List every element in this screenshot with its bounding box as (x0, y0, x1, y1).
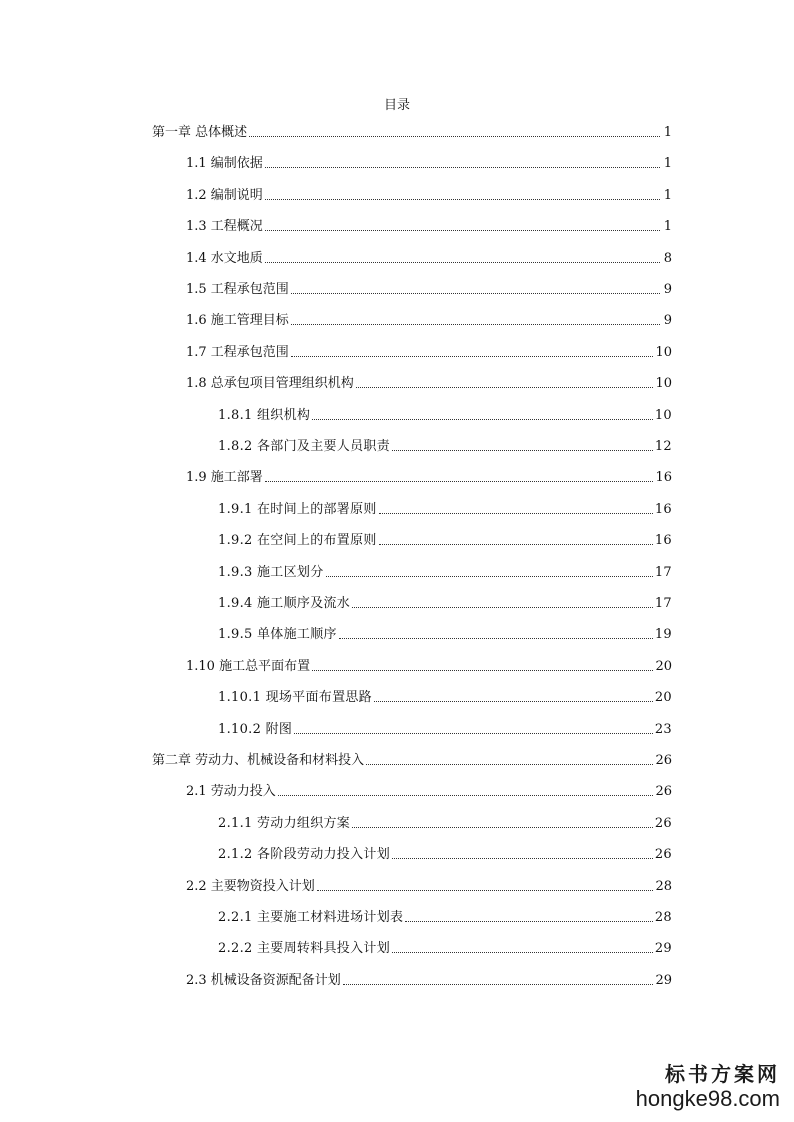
toc-entry-text: 第二章 劳动力、机械设备和材料投入 (152, 753, 365, 768)
dot-leader (265, 167, 660, 168)
toc-entry-text: 1.9.4 施工顺序及流水 (218, 596, 351, 611)
toc-page-number: 12 (654, 439, 672, 454)
toc-page-number: 26 (655, 784, 672, 800)
dot-leader (291, 356, 654, 357)
toc-page-number: 16 (655, 470, 672, 486)
dot-leader (405, 921, 653, 922)
toc-entry-1-3[interactable] (186, 216, 672, 236)
toc-page-number: 9 (663, 313, 672, 329)
toc-entry-text: 1.10.1 现场平面布置思路 (218, 690, 372, 706)
toc-entry-1-9-4[interactable] (218, 593, 672, 613)
dot-leader (265, 262, 660, 263)
toc-page-number: 26 (655, 753, 672, 768)
toc-page-number: 10 (655, 344, 672, 360)
toc-entry-text: 2.2 主要物资投入计划 (186, 878, 315, 894)
toc-page-number: 17 (654, 564, 672, 580)
toc-entry-text: 2.2.1 主要施工材料进场计划表 (218, 910, 404, 925)
toc-entry-1-4[interactable] (186, 248, 672, 268)
toc-entry-1-8-2[interactable] (218, 436, 672, 456)
dot-leader (294, 733, 653, 734)
watermark-brand: 标书方案网 (665, 1062, 780, 1086)
toc-page-number: 1 (663, 156, 672, 172)
dot-leader (265, 199, 660, 200)
toc-page-number: 10 (654, 407, 672, 423)
toc-entry-1-10-2[interactable] (218, 719, 672, 739)
dot-leader (312, 670, 653, 671)
toc-entry-text: 1.9.1 在时间上的部署原则 (218, 501, 377, 517)
dot-leader (352, 607, 653, 608)
toc-entry-1-9-3[interactable] (218, 562, 672, 582)
toc-entry-2-3[interactable] (186, 970, 672, 990)
toc-entry-text: 2.1.2 各阶段劳动力投入计划 (218, 847, 391, 863)
toc-entry-1-6[interactable] (186, 310, 672, 330)
toc-entry-2-2[interactable] (186, 876, 672, 896)
toc-page-number: 23 (654, 721, 672, 737)
toc-page-number: 28 (654, 910, 672, 925)
toc-entry-1-10-1[interactable] (218, 687, 672, 707)
toc-entry-2-2-2[interactable] (218, 938, 672, 958)
toc-entry-2-2-1[interactable] (218, 907, 672, 927)
toc-entry-text: 2.1 劳动力投入 (186, 784, 276, 800)
toc-entry-text: 1.4 水文地质 (186, 250, 263, 266)
toc-entry-2-1-1[interactable] (218, 813, 672, 833)
toc-title: 目录 (383, 98, 410, 113)
dot-leader (392, 450, 653, 451)
toc-page-number: 16 (654, 501, 672, 517)
watermark (620, 1062, 780, 1112)
toc-page-number: 29 (655, 972, 672, 988)
dot-leader (317, 890, 654, 891)
dot-leader (374, 701, 653, 702)
toc-entry-chapter-2[interactable] (152, 750, 672, 770)
dot-leader (278, 795, 654, 796)
toc-entry-text: 1.8.2 各部门及主要人员职责 (218, 439, 391, 454)
toc-page-number: 26 (654, 847, 672, 863)
toc-entry-text: 1.10 施工总平面布置 (186, 658, 311, 674)
toc-entry-text: 1.1 编制依据 (186, 156, 263, 172)
toc-entry-text: 2.1.1 劳动力组织方案 (218, 815, 351, 831)
dot-leader (339, 638, 653, 639)
watermark-url: hongke98.com (635, 1086, 780, 1111)
dot-leader (265, 481, 654, 482)
toc-entry-1-8[interactable] (186, 373, 672, 393)
dot-leader (356, 387, 654, 388)
toc-page-number: 26 (654, 815, 672, 831)
toc-entry-text: 1.5 工程承包范围 (186, 282, 289, 297)
toc-entry-2-1-2[interactable] (218, 844, 672, 864)
toc-entry-text: 1.6 施工管理目标 (186, 313, 289, 329)
toc-entry-text: 2.2.2 主要周转料具投入计划 (218, 941, 391, 957)
dot-leader (265, 230, 660, 231)
toc-page-number: 1 (663, 187, 672, 203)
toc-page-number: 20 (655, 658, 672, 674)
dot-leader (392, 952, 653, 953)
toc-entry-1-10[interactable] (186, 656, 672, 676)
toc-page-number: 28 (655, 878, 672, 894)
dot-leader (379, 513, 653, 514)
dot-leader (343, 984, 654, 985)
toc-entry-1-5[interactable] (186, 279, 672, 299)
toc-page-number: 17 (654, 596, 672, 611)
toc-page-number: 9 (663, 282, 672, 297)
toc-entry-1-1[interactable] (186, 153, 672, 173)
toc-entry-1-8-1[interactable] (218, 405, 672, 425)
toc-page-number: 10 (655, 376, 672, 392)
toc-entry-text: 1.7 工程承包范围 (186, 344, 289, 360)
toc-entry-1-9-1[interactable] (218, 499, 672, 519)
toc-entry-text: 1.9.3 施工区划分 (218, 564, 324, 580)
toc-entry-text: 1.9.5 单体施工顺序 (218, 627, 337, 643)
toc-page-number: 20 (654, 690, 672, 706)
toc-entry-1-7[interactable] (186, 342, 672, 362)
toc-entry-text: 1.9 施工部署 (186, 470, 263, 486)
toc-entry-text: 1.3 工程概况 (186, 219, 263, 235)
toc-entry-text: 1.8.1 组织机构 (218, 407, 311, 423)
dot-leader (352, 827, 653, 828)
toc-page-number: 16 (654, 533, 672, 549)
dot-leader (291, 293, 660, 294)
toc-page-number: 1 (663, 219, 672, 235)
toc-entry-1-9[interactable] (186, 467, 672, 487)
dot-leader (392, 858, 653, 859)
toc-page-number: 1 (663, 125, 672, 140)
toc-entry-1-2[interactable] (186, 185, 672, 205)
dot-leader (366, 764, 653, 765)
toc-entry-text: 第一章 总体概述 (152, 125, 248, 140)
dot-leader (326, 576, 653, 577)
dot-leader (291, 324, 660, 325)
toc-entry-2-1[interactable] (186, 781, 672, 801)
toc-entry-text: 1.2 编制说明 (186, 187, 263, 203)
toc-entry-chapter-1[interactable] (152, 122, 672, 142)
dot-leader (379, 544, 653, 545)
toc-entry-text: 1.8 总承包项目管理组织机构 (186, 376, 354, 392)
toc-entry-text: 2.3 机械设备资源配备计划 (186, 972, 341, 988)
dot-leader (249, 136, 660, 137)
toc-entry-text: 1.9.2 在空间上的布置原则 (218, 533, 377, 549)
toc-page-number: 19 (654, 627, 672, 643)
dot-leader (312, 419, 653, 420)
toc-entry-text: 1.10.2 附图 (218, 721, 293, 737)
toc-page-number: 8 (663, 250, 672, 266)
toc-page-number: 29 (654, 941, 672, 957)
toc-entry-1-9-5[interactable] (218, 624, 672, 644)
toc-entry-1-9-2[interactable] (218, 530, 672, 550)
